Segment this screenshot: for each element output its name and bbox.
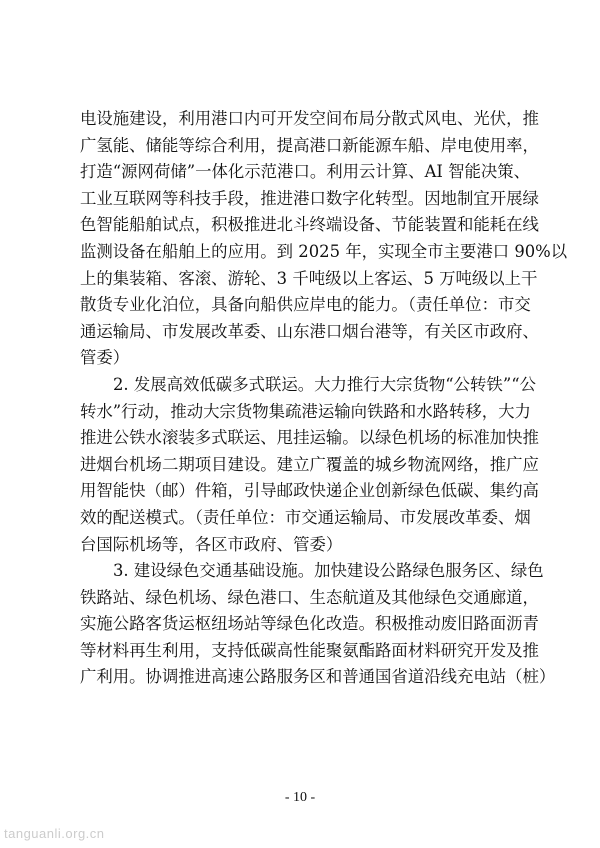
document-body (80, 106, 568, 691)
body-line: 管委） (80, 348, 130, 368)
body-line: 上的集装箱、客滚、游轮、3 千吨级以上客运、5 万吨级以上干 (80, 268, 538, 288)
body-line: 监测设备在船舶上的应用。到 2025 年，实现全市主要港口 90%以 (80, 241, 568, 261)
body-line: 电设施建设，利用港口内可开发空间布局分散式风电、光伏，推 (80, 109, 539, 128)
body-line: 转水”行动，推动大宗货物集疏港运输向铁路和水路转移，大力 (80, 401, 531, 421)
body-line: 进烟台机场二期项目建设。建立广覆盖的城乡物流网络，推广应 (80, 454, 539, 474)
body-line: 散货专业化泊位，具备向船供应岸电的能力。（责任单位：市交 (80, 295, 531, 315)
body-line: 通运输局、市发展改革委、山东港口烟台港等，有关区市政府、 (80, 321, 539, 341)
body-line: 推进公铁水滚装多式联运、甩挂运输。以绿色机场的标准加快推 (80, 428, 539, 448)
body-line: 打造“源网荷储”一体化示范港口。利用云计算、AI 智能决策、 (80, 162, 531, 182)
body-line: 用智能快（邮）件箱，引导邮政快递企业创新绿色低碳、集约高 (80, 481, 539, 501)
body-line: 工业互联网等科技手段，推进港口数字化转型。因地制宜开展绿 (80, 188, 539, 208)
section-heading-line: 2. 发展高效低碳多式联运。大力推行大宗货物“公转铁”“公 (113, 374, 536, 394)
watermark: tanguanli.org.cn (4, 826, 105, 841)
body-line: 实施公路客货运枢纽场站等绿色化改造。积极推动废旧路面沥青 (80, 614, 539, 634)
body-line: 等材料再生利用，支持低碳高性能聚氨酯路面材料研究开发及推 (80, 640, 539, 660)
body-line: 广氢能、储能等综合利用，提高港口新能源车船、岸电使用率， (80, 135, 539, 155)
body-line: 效的配送模式。（责任单位：市交通运输局、市发展改革委、烟 (80, 507, 531, 527)
body-line: 铁路站、绿色机场、绿色港口、生态航道及其他绿色交通廊道， (80, 587, 539, 607)
body-line: 台国际机场等，各区市政府、管委） (80, 534, 343, 554)
section-heading-line: 3. 建设绿色交通基础设施。加快建设公路绿色服务区、绿色 (113, 561, 544, 581)
body-line: 广利用。协调推进高速公路服务区和普通国省道沿线充电站（桩） (80, 667, 556, 687)
body-line: 色智能船舶试点，积极推进北斗终端设备、节能装置和能耗在线 (80, 215, 539, 235)
page-number: - 10 - (284, 790, 316, 805)
